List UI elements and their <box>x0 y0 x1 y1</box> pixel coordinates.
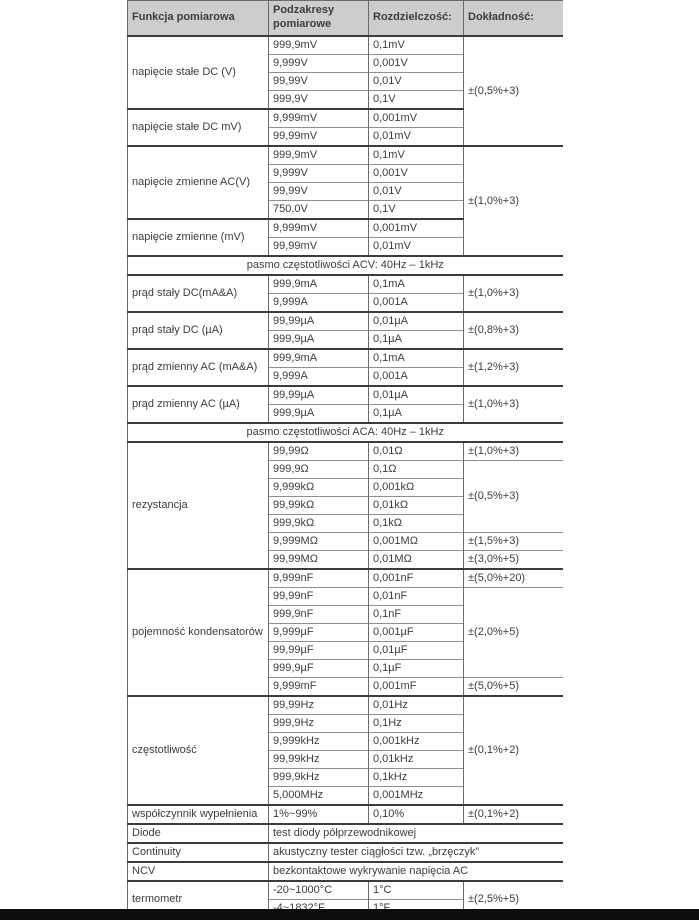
description-cell: bezkontaktowe wykrywanie napięcia AC <box>269 862 563 881</box>
resolution-cell: 0,1µA <box>369 331 464 350</box>
function-cell: pojemność kondensatorów <box>128 569 269 696</box>
accuracy-cell: ±(1,0%+3) <box>464 386 563 423</box>
function-cell: termometr <box>128 881 269 918</box>
range-cell: 9,999kΩ <box>269 479 369 497</box>
range-cell: 9,999MΩ <box>269 533 369 551</box>
function-cell: NCV <box>128 862 269 881</box>
resolution-cell: 0,001A <box>369 294 464 313</box>
range-cell: 9,999nF <box>269 569 369 588</box>
resolution-cell: 0,1mA <box>369 275 464 294</box>
range-cell: 99,99kΩ <box>269 497 369 515</box>
range-cell: 9,999V <box>269 165 369 183</box>
resolution-cell: 0,01kHz <box>369 751 464 769</box>
range-cell: 750,0V <box>269 201 369 220</box>
resolution-cell: 0,001mV <box>369 109 464 128</box>
table-row <box>128 696 563 715</box>
range-cell: 5,000MHz <box>269 787 369 806</box>
range-cell: 9,999µF <box>269 624 369 642</box>
resolution-cell: 0,1V <box>369 201 464 220</box>
table-row <box>128 843 563 862</box>
range-cell: 99,99mV <box>269 238 369 257</box>
resolution-cell: 0,1nF <box>369 606 464 624</box>
function-cell: prąd stały DC (µA) <box>128 312 269 349</box>
column-header: Dokładność: <box>464 1 563 37</box>
column-header: Funkcja pomiarowa <box>128 1 269 37</box>
table-body <box>128 36 563 918</box>
range-cell: -20~1000°C <box>269 881 369 900</box>
range-cell: 99,99MΩ <box>269 551 369 570</box>
table-header-row <box>128 1 563 37</box>
function-cell: prąd stały DC(mA&A) <box>128 275 269 312</box>
accuracy-cell: ±(1,0%+3) <box>464 442 563 461</box>
accuracy-cell: ±(1,0%+3) <box>464 146 563 256</box>
table-row <box>128 881 563 900</box>
range-cell: 999,9µF <box>269 660 369 678</box>
range-cell: 99,99V <box>269 73 369 91</box>
resolution-cell: 0,001nF <box>369 569 464 588</box>
accuracy-cell: ±(1,5%+3) <box>464 533 563 551</box>
table-row <box>128 349 563 368</box>
accuracy-cell: ±(5,0%+20) <box>464 569 563 588</box>
range-cell: 999,9mV <box>269 36 369 55</box>
resolution-cell: 0,01V <box>369 73 464 91</box>
range-cell: 99,99µF <box>269 642 369 660</box>
accuracy-cell: ±(0,5%+3) <box>464 36 563 146</box>
resolution-cell: 0,01Hz <box>369 696 464 715</box>
range-cell: 99,99nF <box>269 588 369 606</box>
resolution-cell: 0,01mV <box>369 238 464 257</box>
range-cell: 999,9Ω <box>269 461 369 479</box>
resolution-cell: 0,1mV <box>369 36 464 55</box>
table-row <box>128 569 563 588</box>
resolution-cell: 0,01kΩ <box>369 497 464 515</box>
range-cell: 9,999mF <box>269 678 369 697</box>
function-cell: częstotliwość <box>128 696 269 805</box>
resolution-cell: 0,1mV <box>369 146 464 165</box>
accuracy-cell: ±(2,5%+5) <box>464 881 563 918</box>
accuracy-cell: ±(3,0%+5) <box>464 551 563 570</box>
resolution-cell: 0,1µF <box>369 660 464 678</box>
function-cell: współczynnik wypełnienia <box>128 805 269 824</box>
function-cell: napięcie zmienne (mV) <box>128 219 269 256</box>
table-row <box>128 36 563 55</box>
function-cell: napięcie stałe DC mV) <box>128 109 269 146</box>
resolution-cell: 0,1mA <box>369 349 464 368</box>
description-cell: akustyczny tester ciągłości tzw. „brzęczyk” <box>269 843 563 862</box>
accuracy-cell: ±(5,0%+5) <box>464 678 563 697</box>
resolution-cell: 0,01MΩ <box>369 551 464 570</box>
table-row <box>128 824 563 843</box>
resolution-cell: 0,001A <box>369 368 464 387</box>
range-cell: 999,9mA <box>269 275 369 294</box>
resolution-cell: 0,01µA <box>369 312 464 331</box>
range-cell: 9,999mV <box>269 219 369 238</box>
resolution-cell: 0,01µF <box>369 642 464 660</box>
range-cell: 9,999V <box>269 55 369 73</box>
function-cell: Continuity <box>128 843 269 862</box>
spec-table <box>127 0 563 919</box>
accuracy-cell: ±(0,1%+2) <box>464 696 563 805</box>
range-cell: 999,9kHz <box>269 769 369 787</box>
range-cell: 9,999A <box>269 368 369 387</box>
resolution-cell: 0,01nF <box>369 588 464 606</box>
range-cell: 999,9µA <box>269 331 369 350</box>
resolution-cell: 0,01mV <box>369 128 464 147</box>
resolution-cell: 0,001MΩ <box>369 533 464 551</box>
range-cell: 99,99mV <box>269 128 369 147</box>
range-cell: 999,9µA <box>269 405 369 424</box>
function-cell: rezystancja <box>128 442 269 569</box>
resolution-cell: 0,001mF <box>369 678 464 697</box>
column-header: Rozdzielczość: <box>369 1 464 37</box>
table-row <box>128 386 563 405</box>
table-row <box>128 862 563 881</box>
function-cell: prąd zmienny AC (µA) <box>128 386 269 423</box>
description-cell: test diody półprzewodnikowej <box>269 824 563 843</box>
resolution-cell: 0,1Ω <box>369 461 464 479</box>
table-row <box>128 146 563 165</box>
table-row <box>128 423 563 442</box>
resolution-cell: 1°C <box>369 881 464 900</box>
resolution-cell: 0,001kΩ <box>369 479 464 497</box>
accuracy-cell: ±(1,2%+3) <box>464 349 563 386</box>
table-row <box>128 275 563 294</box>
table-row <box>128 312 563 331</box>
range-cell: 9,999kHz <box>269 733 369 751</box>
function-cell: napięcie zmienne AC(V) <box>128 146 269 219</box>
function-cell: Diode <box>128 824 269 843</box>
resolution-cell: 0,001µF <box>369 624 464 642</box>
range-cell: 99,99Hz <box>269 696 369 715</box>
resolution-cell: 0,001V <box>369 55 464 73</box>
accuracy-cell: ±(2,0%+5) <box>464 588 563 678</box>
range-cell: 99,99V <box>269 183 369 201</box>
accuracy-cell: ±(1,0%+3) <box>464 275 563 312</box>
range-cell: 999,9mV <box>269 146 369 165</box>
range-cell: 999,9Hz <box>269 715 369 733</box>
range-cell: 99,99Ω <box>269 442 369 461</box>
range-cell: 999,9mA <box>269 349 369 368</box>
bandwidth-note-cell: pasmo częstotliwości ACV: 40Hz – 1kHz <box>128 256 563 275</box>
resolution-cell: 0,001mV <box>369 219 464 238</box>
table-row <box>128 442 563 461</box>
resolution-cell: 0,001kHz <box>369 733 464 751</box>
resolution-cell: 0,1kHz <box>369 769 464 787</box>
resolution-cell: 0,1V <box>369 91 464 110</box>
resolution-cell: 0,001MHz <box>369 787 464 806</box>
accuracy-cell: ±(0,1%+2) <box>464 805 563 824</box>
resolution-cell: 0,1kΩ <box>369 515 464 533</box>
range-cell: 9,999A <box>269 294 369 313</box>
accuracy-cell: ±(0,5%+3) <box>464 461 563 533</box>
range-cell: 9,999mV <box>269 109 369 128</box>
resolution-cell: 0,01µA <box>369 386 464 405</box>
resolution-cell: 0,01Ω <box>369 442 464 461</box>
accuracy-cell: ±(0,8%+3) <box>464 312 563 349</box>
table-row <box>128 805 563 824</box>
function-cell: napięcie stałe DC (V) <box>128 36 269 109</box>
resolution-cell: 0,1Hz <box>369 715 464 733</box>
range-cell: 99,99kHz <box>269 751 369 769</box>
range-cell: 999,9V <box>269 91 369 110</box>
range-cell: 999,9nF <box>269 606 369 624</box>
range-cell: 99,99µA <box>269 312 369 331</box>
table-row <box>128 256 563 275</box>
column-header: Podzakresy pomiarowe <box>269 1 369 37</box>
range-cell: 1%~99% <box>269 805 369 824</box>
resolution-cell: 0,10% <box>369 805 464 824</box>
bottom-border-bar <box>0 909 699 920</box>
resolution-cell: 0,001V <box>369 165 464 183</box>
bandwidth-note-cell: pasmo częstotliwości ACA: 40Hz – 1kHz <box>128 423 563 442</box>
resolution-cell: 0,1µA <box>369 405 464 424</box>
resolution-cell: 0,01V <box>369 183 464 201</box>
function-cell: prąd zmienny AC (mA&A) <box>128 349 269 386</box>
range-cell: 99,99µA <box>269 386 369 405</box>
range-cell: 999,9kΩ <box>269 515 369 533</box>
